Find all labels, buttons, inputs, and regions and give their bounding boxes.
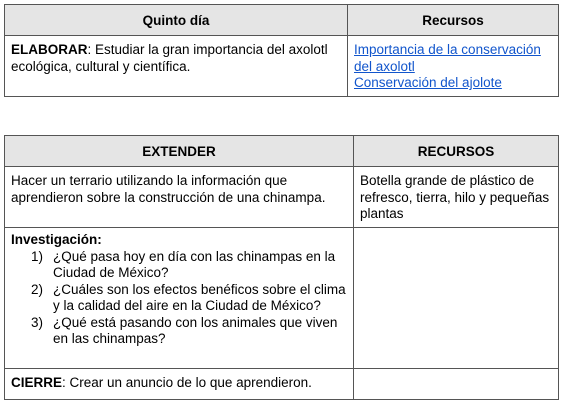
cierre-cell [5, 369, 354, 400]
investigation-cell [5, 228, 354, 369]
question-number: 3) [31, 314, 44, 330]
elaborar-label: ELABORAR [11, 42, 88, 57]
elaborar-text: : Estudiar la gran importancia del axolotl ecológica, cultural y científica. [11, 42, 328, 74]
question-text: ¿Qué pasa hoy en día con las chinampas en la Ciudad de México? [53, 248, 336, 280]
empty-cell [354, 228, 559, 369]
header-extender: EXTENDER [5, 136, 354, 167]
header-quinto-dia: Quinto día [5, 5, 348, 36]
table-row [5, 36, 559, 97]
table-header-row [5, 136, 559, 167]
link-importancia-conservacion[interactable]: Importancia de la conservación del axolotl [354, 42, 541, 74]
header-recursos: Recursos [348, 5, 559, 36]
investigation-label: Investigación: [11, 232, 102, 247]
table-row [5, 228, 559, 369]
list-item [11, 249, 347, 282]
table-row [5, 167, 559, 228]
list-item [11, 315, 347, 348]
question-number: 1) [31, 248, 44, 264]
investigation-questions [11, 249, 347, 348]
question-number: 2) [31, 281, 44, 297]
materials-cell [354, 167, 559, 228]
resources-cell [348, 36, 559, 97]
header-recursos-2: RECURSOS [354, 136, 559, 167]
table-header-row [5, 5, 559, 36]
elaborar-cell [5, 36, 348, 97]
extender-table [4, 135, 559, 400]
cierre-text: : Crear un anuncio de lo que aprendieron. [62, 375, 312, 390]
list-item [11, 282, 347, 315]
terrario-cell [5, 167, 354, 228]
table-row [5, 369, 559, 400]
question-text: ¿Cuáles son los efectos benéficos sobre el clima y la calidad del aire en la Ciudad de México? [53, 281, 346, 313]
question-text: ¿Qué está pasando con los animales que viven en las chinampas? [53, 314, 338, 346]
materials-text: Botella grande de plástico de refresco, tierra, hilo y pequeñas plantas [360, 173, 550, 221]
link-conservacion-ajolote[interactable]: Conservación del ajolote [354, 75, 502, 90]
quinto-dia-table [4, 4, 559, 97]
terrario-text: Hacer un terrario utilizando la información que aprendieron sobre la construcción de una chinampa. [11, 173, 326, 205]
empty-cell [354, 369, 559, 400]
cierre-label: CIERRE [11, 375, 63, 390]
